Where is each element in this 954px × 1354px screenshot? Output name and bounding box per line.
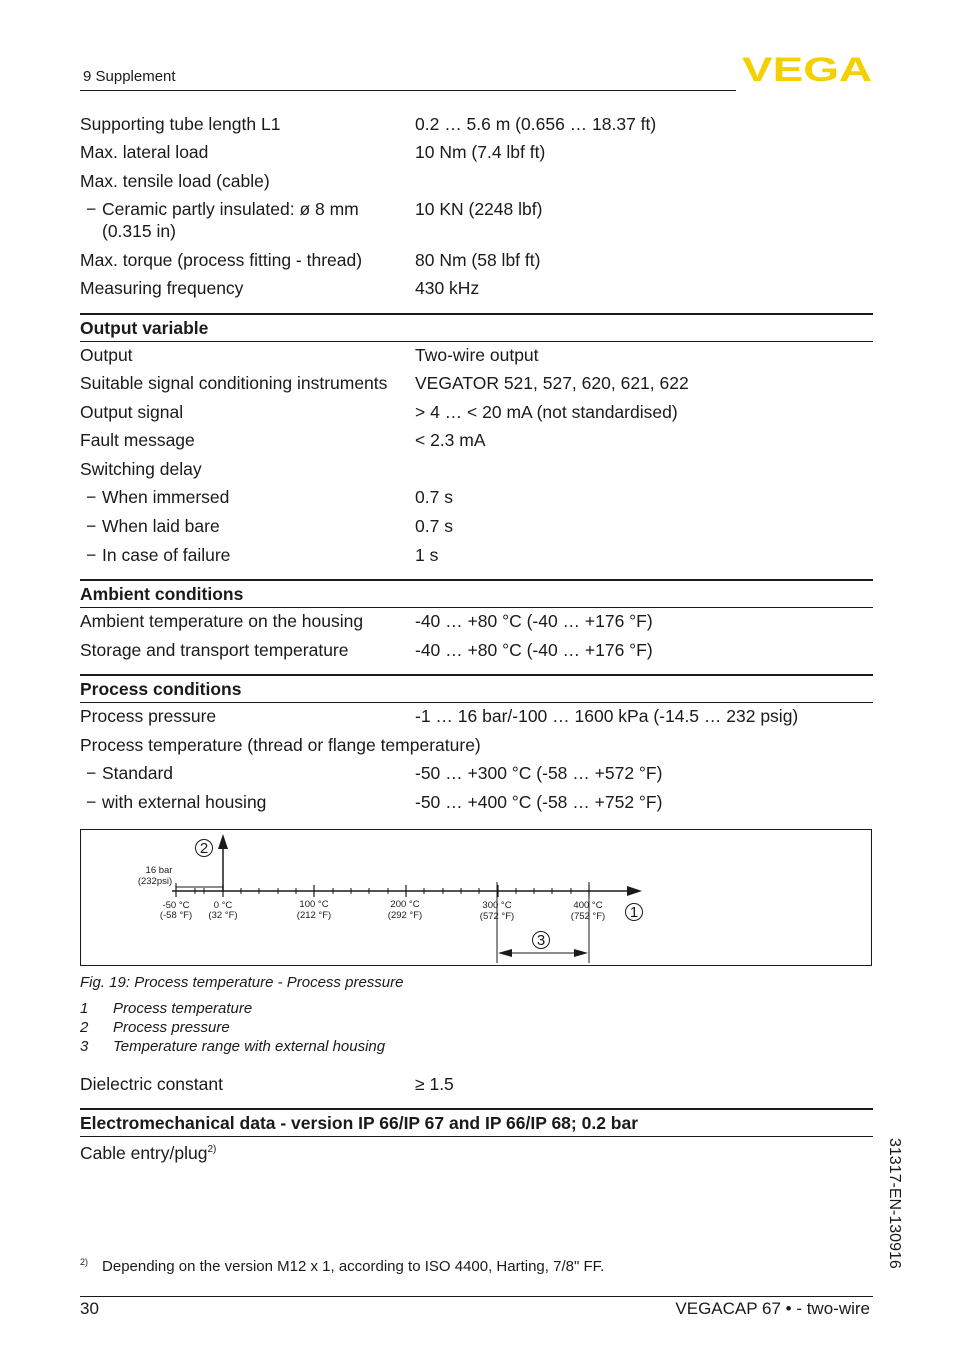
tick-label: (-58 °F) <box>159 910 193 921</box>
section-rule <box>80 674 873 676</box>
figure-caption: Fig. 19: Process temperature - Process pressure <box>80 974 404 991</box>
section-rule <box>80 1136 873 1137</box>
tick-label: (32 °F) <box>208 910 238 921</box>
section-rule <box>80 1108 873 1110</box>
legend-number: 1 <box>80 1000 89 1017</box>
pressure-label: (232psi) <box>137 876 173 887</box>
range-arrow-right <box>574 949 588 957</box>
range-arrow-left <box>498 949 512 957</box>
footnote-mark: 2) <box>80 1257 89 1267</box>
tick-label: (292 °F) <box>387 910 423 921</box>
product-name: VEGACAP 67 • - two-wire <box>675 1299 870 1318</box>
marker-2: 2 <box>199 840 209 857</box>
section-title-process: Process conditions <box>80 679 242 699</box>
vega-logo <box>742 54 872 84</box>
section-rule <box>80 341 873 342</box>
temperature-pressure-diagram <box>80 829 872 966</box>
section-rule <box>80 702 873 703</box>
section-rule <box>80 313 873 315</box>
svg-text:VEGA: VEGA <box>742 54 872 84</box>
footer-rule <box>80 1296 873 1297</box>
section-title-output: Output variable <box>80 318 209 338</box>
section-title-ambient: Ambient conditions <box>80 584 244 604</box>
tick-label: (572 °F) <box>479 911 515 922</box>
pressure-axis-arrow <box>218 834 228 849</box>
footnote-ref: 2) <box>207 1144 217 1155</box>
tick-label: 400 °C <box>573 900 603 911</box>
tick-label: -50 °C <box>162 900 190 911</box>
section-title-electromechanical: Electromechanical data - version IP 66/IP 67 and IP 66/IP 68; 0.2 bar <box>80 1113 639 1133</box>
tick-label: 200 °C <box>390 899 420 910</box>
tick-label: (212 °F) <box>296 910 332 921</box>
tick-label: 300 °C <box>482 900 512 911</box>
marker-1: 1 <box>629 904 639 921</box>
footnote-text: Depending on the version M12 x 1, according to ISO 4400, Harting, 7/8" FF. <box>102 1258 605 1275</box>
section-rule <box>80 579 873 581</box>
legend-text: Temperature range with external housing <box>113 1038 386 1055</box>
pressure-label: 16 bar <box>145 865 173 876</box>
footnote <box>80 1257 604 1275</box>
legend-number: 2 <box>80 1019 89 1036</box>
section-rule <box>80 607 873 608</box>
temperature-axis-arrow <box>627 886 642 896</box>
document-id: 31317-EN-130916 <box>886 1138 903 1269</box>
legend-text: Process pressure <box>113 1019 230 1036</box>
tick-label: 100 °C <box>299 899 329 910</box>
header-rule <box>80 90 736 91</box>
marker-3: 3 <box>536 932 546 949</box>
legend-number: 3 <box>80 1038 89 1055</box>
tick-label: (752 °F) <box>570 911 606 922</box>
tick-label: 0 °C <box>213 900 233 911</box>
section-header: 9 Supplement <box>83 68 176 85</box>
page-number: 30 <box>80 1299 99 1318</box>
legend-text: Process temperature <box>113 1000 253 1017</box>
